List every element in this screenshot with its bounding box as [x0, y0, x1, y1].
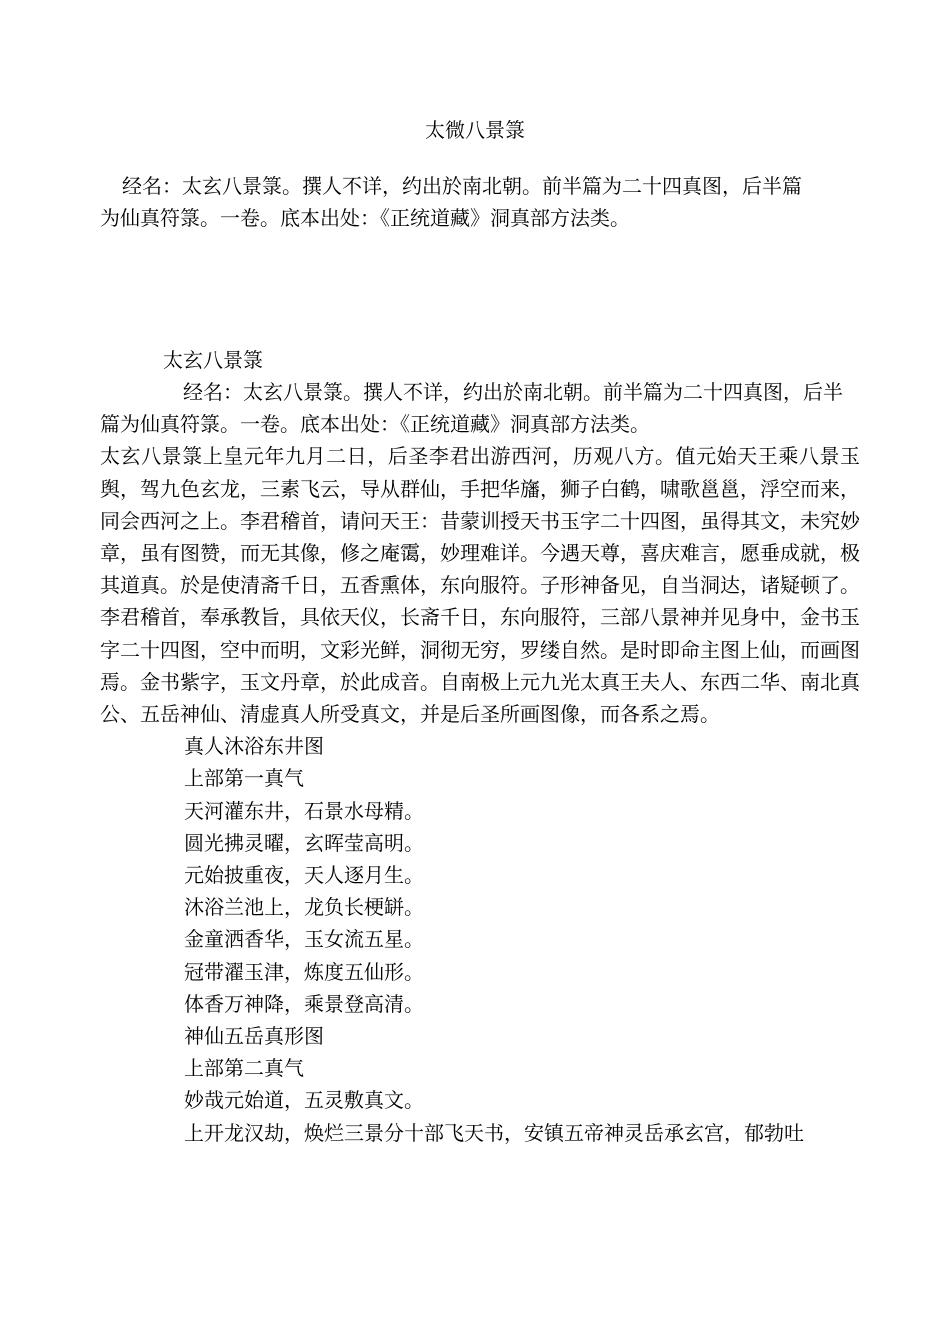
section-body: [100, 376, 860, 1149]
verse-line: 神仙五岳真形图: [184, 1024, 324, 1049]
verse-line: 体香万神降，乘景登高清。: [184, 991, 424, 1016]
verse-line: 冠带濯玉津，炼度五仙形。: [184, 959, 424, 984]
verse-line: 妙哉元始道，五灵敷真文。: [184, 1088, 424, 1113]
verse-line: 圆光拂灵曜，玄晖莹高明。: [184, 830, 424, 855]
verse-line: 沐浴兰池上，龙负长梗缾。: [184, 895, 424, 920]
verse-line: 天河灌东井，石景水母精。: [184, 798, 424, 823]
verse-line: 上开龙汉劫，焕烂三景分十部飞天书，安镇五帝神灵岳承玄宫，郁勃吐: [184, 1120, 804, 1145]
intro-paragraph: 经名：太玄八景箓。撰人不详，约出於南北朝。前半篇为二十四真图，后半篇为仙真符箓。一卷。底本出处：《正统道藏》洞真部方法类。: [100, 174, 802, 230]
verse-line: 元始披重夜，天人逐月生。: [184, 863, 424, 888]
verse-line: 上部第二真气: [184, 1056, 304, 1081]
verse-line: 上部第一真气: [184, 766, 304, 791]
section-meta-paragraph: 经名：太玄八景箓。撰人不详，约出於南北朝。前半篇为二十四真图，后半篇为仙真符箓。一卷。底本出处：《正统道藏》洞真部方法类。: [100, 380, 843, 437]
section-heading: 太玄八景箓: [163, 348, 263, 372]
document-title: 太微八景箓: [425, 118, 525, 142]
main-paragraph: 太玄八景箓上皇元年九月二日，后圣李君出游西河，历观八方。值元始天王乘八景玉舆，驾九色玄龙，三素飞云，导从群仙，手把华旛，狮子白鹤，啸歌邕邕，浮空而来，同会西河之上。李君稽首，请问天王：昔蒙训授天书玉字二十四图，虽得其文，未究妙章，虽有图赞，而无其像，修之庵霭，妙理难详。今遇天尊，喜庆难言，愿垂成就，极其道真。於是使清斋千日，五香熏体，东向服符。子形神备见，自当洞达，诸疑顿了。李君稽首，奉承教旨，具依天仪，长斋千日，东向服符，三部八景神并见身中，金书玉字二十四图，空中而明，文彩光鲜，洞彻无穷，罗缕自然。是时即命主图上仙，而画图焉。金书紫字，玉文丹章，於此成音。自南极上元九光太真王夫人、东西二华、南北真公、五岳神仙、清虚真人所受真文，并是后圣所画图像，而各系之焉。: [100, 444, 860, 727]
verse-line: 金童洒香华，玉女流五星。: [184, 927, 424, 952]
verse-line: 真人沐浴东井图: [184, 734, 324, 759]
